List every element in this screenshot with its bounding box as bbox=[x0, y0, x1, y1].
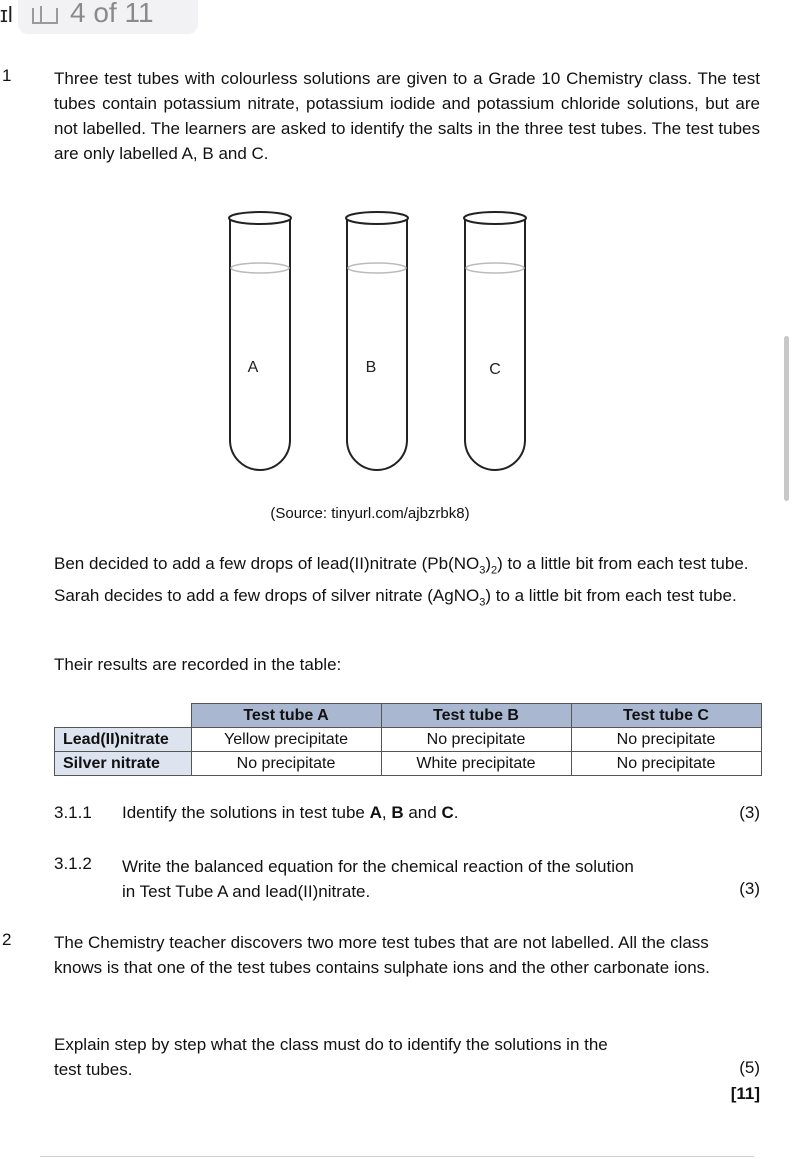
q311-comma: , bbox=[381, 803, 392, 822]
tube-label-a: A bbox=[247, 359, 259, 376]
q311-c: C bbox=[441, 803, 454, 822]
subscript-3: 3 bbox=[479, 564, 486, 577]
table-cell: No precipitate bbox=[571, 752, 761, 776]
q311-text: Identify the solutions in test tube bbox=[122, 803, 370, 822]
marks-3-1-1: (3) bbox=[739, 803, 760, 822]
q311-b: B bbox=[391, 803, 404, 822]
table-cell: No precipitate bbox=[571, 728, 761, 752]
table-row bbox=[55, 752, 762, 776]
tube-label-b: B bbox=[365, 359, 377, 376]
edge-mark: ɪl bbox=[0, 2, 13, 27]
method-text-4: ) to a little bit from each test tube. bbox=[485, 586, 737, 606]
question-number-3-1: 1 bbox=[2, 66, 12, 85]
page-indicator-text: 4 of 11 bbox=[70, 0, 154, 28]
table-cell: No precipitate bbox=[191, 752, 381, 776]
explain-text bbox=[54, 1032, 744, 1082]
test-tube-b-rim bbox=[346, 212, 408, 224]
results-table bbox=[54, 703, 762, 776]
method-text-3: ) to a little bit from each test tube. Sarah decides to add a few drops of silver nitrate (AgNO bbox=[54, 554, 749, 606]
question-3-2-text: The Chemistry teacher discovers two more test tubes that are not labelled. All the class knows is that one of the test tubes contains sulphate ions and the other carbonate ions. bbox=[54, 933, 710, 977]
test-tube-b bbox=[347, 220, 407, 470]
method-text-1: Ben decided to add a few drops of lead(II)nitrate (Pb(NO bbox=[54, 554, 480, 573]
question-number-3-1-2: 3.1.2 bbox=[54, 854, 92, 873]
marks-3-1-2: (3) bbox=[739, 879, 760, 898]
page-icon bbox=[32, 8, 58, 24]
table-header: Test tube B bbox=[381, 704, 571, 728]
row-label: Lead(II)nitrate bbox=[55, 728, 192, 752]
table-header-row bbox=[55, 704, 762, 728]
question-number-3-1-1: 3.1.1 bbox=[54, 803, 92, 822]
scrollbar[interactable] bbox=[784, 336, 789, 501]
page-indicator[interactable] bbox=[18, 0, 198, 34]
liquid-level-a bbox=[231, 263, 289, 273]
question-3-1-2-text bbox=[122, 854, 634, 904]
table-row bbox=[55, 728, 762, 752]
table-corner bbox=[55, 704, 192, 728]
q311-end: . bbox=[453, 803, 459, 822]
results-intro: Their results are recorded in the table: bbox=[54, 655, 342, 674]
tube-label-c: C bbox=[489, 361, 501, 378]
test-tubes-figure bbox=[215, 200, 545, 505]
subscript-3b: 3 bbox=[479, 596, 486, 609]
liquid-level-c bbox=[466, 263, 524, 273]
question-intro: Three test tubes with colourless solutions are given to a Grade 10 Chemistry class. The test tubes contain potassium nitrate, potassium iodide and potassium chloride solutions, but are not labelled. The learners are asked to identify the salts in the three test tubes. The test tubes are only labelled A, B and C. bbox=[54, 69, 760, 163]
table-cell: Yellow precipitate bbox=[191, 728, 381, 752]
total-marks: [11] bbox=[730, 1084, 760, 1103]
explain-line2: test tubes. bbox=[54, 1060, 133, 1079]
question-3-1-1-text bbox=[122, 803, 458, 823]
q311-a: A bbox=[369, 803, 382, 822]
row-label: Silver nitrate bbox=[55, 752, 192, 776]
test-tube-c-rim bbox=[464, 212, 526, 224]
table-cell: No precipitate bbox=[381, 728, 571, 752]
liquid-level-b bbox=[348, 263, 406, 273]
question-number-3-2: 2 bbox=[2, 930, 12, 949]
figure-source: (Source: tinyurl.com/ajbzrbk8) bbox=[270, 505, 470, 522]
page-divider bbox=[40, 1156, 754, 1157]
table-header: Test tube A bbox=[191, 704, 381, 728]
q311-and: and bbox=[403, 803, 442, 822]
explain-line1: Explain step by step what the class must do to identify the solutions in the bbox=[54, 1035, 608, 1054]
q312-line1: Write the balanced equation for the chemical reaction of the solution bbox=[122, 857, 634, 876]
marks-3-2: (5) bbox=[739, 1058, 760, 1077]
subscript-2: 2 bbox=[491, 564, 498, 577]
method-text-2: ) bbox=[485, 554, 492, 573]
q312-line2: in Test Tube A and lead(II)nitrate. bbox=[122, 882, 371, 901]
test-tube-c bbox=[465, 220, 525, 470]
table-cell: White precipitate bbox=[381, 752, 571, 776]
test-tube-a-rim bbox=[229, 212, 291, 224]
method-paragraph bbox=[54, 551, 766, 616]
table-header: Test tube C bbox=[571, 704, 761, 728]
test-tube-a bbox=[230, 220, 290, 470]
